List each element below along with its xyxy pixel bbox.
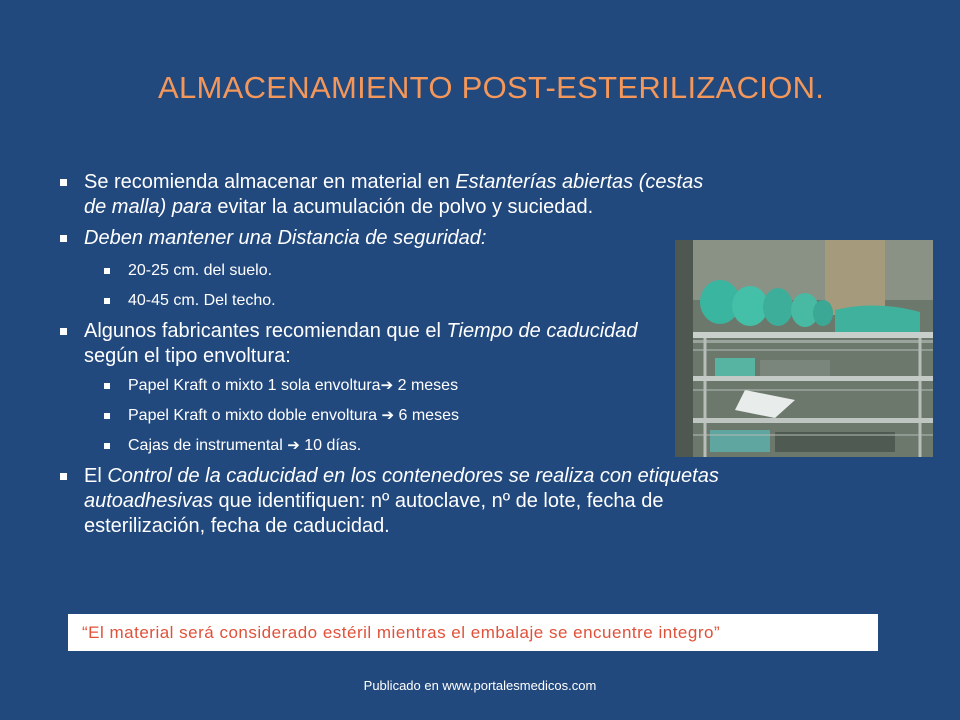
sub-bullet-ceiling [104,291,760,311]
arrow-right-icon: ➔ [287,437,300,454]
bullet-text: evitar la acumulación de polvo y suciedad. [211,196,594,218]
slide-title: ALMACENAMIENTO POST-ESTERILIZACION. [158,70,825,105]
footer-credit: Publicado en www.portalesmedicos.com [363,678,597,693]
sub-bullet-text: 40-45 cm. Del techo. [128,292,276,309]
square-bullet-icon [60,473,67,480]
bullet-text-italic: Estanterías abiertas (cestas de malla) para [84,171,704,218]
arrow-right-icon: ➔ [380,377,394,394]
bullet-distance [60,226,760,251]
square-bullet-icon [60,179,67,186]
sub-bullet-floor [104,261,760,281]
sub-bullet-text: Papel Kraft o mixto doble envoltura [128,407,382,424]
square-bullet-icon [104,383,110,389]
sub-bullet-text: Papel Kraft o mixto 1 sola envoltura [128,377,381,394]
bullet-text: El [84,465,108,487]
sub-bullet-value: 10 días. [299,437,362,454]
sub-bullet-value: 6 meses [394,407,459,424]
sub-bullet-kraft-single [104,376,760,396]
square-bullet-icon [104,443,110,449]
arrow-right-icon: ➔ [381,407,395,424]
bullet-text-italic: Tiempo de caducidad [446,320,638,342]
sterility-quote: “El material será considerado estéril mientras el embalaje se encuentre integro” [68,614,878,651]
bullet-expiry [60,319,684,369]
sub-bullet-value: 2 meses [393,377,459,394]
sub-bullet-boxes [104,436,760,456]
square-bullet-icon [104,268,110,274]
bullet-text: que identifiquen: nº autoclave, nº de lote, fecha de esterilización, fecha de caducidad. [84,490,664,537]
bullet-text: Algunos fabricantes recomiendan que el [84,320,447,342]
sub-bullet-text: 20-25 cm. del suelo. [128,262,273,279]
sub-bullet-kraft-double [104,406,760,426]
square-bullet-icon [104,298,110,304]
bullet-text: según el tipo envoltura: [84,345,291,367]
bullet-text: Se recomienda almacenar en material en [84,171,456,193]
bullet-storage [60,170,724,220]
storage-shelves-photo [675,240,933,457]
bullet-control [60,464,764,539]
bullet-list [60,170,760,539]
square-bullet-icon [60,235,67,242]
sub-bullet-text: Cajas de instrumental [128,437,288,454]
square-bullet-icon [60,328,67,335]
shelves-illustration [675,240,933,457]
bullet-text-italic: Deben mantener una Distancia de seguridad: [84,227,487,249]
bullet-text-italic: Control de la caducidad en los contenedores se realiza con etiquetas autoadhesivas [84,465,719,512]
square-bullet-icon [104,413,110,419]
